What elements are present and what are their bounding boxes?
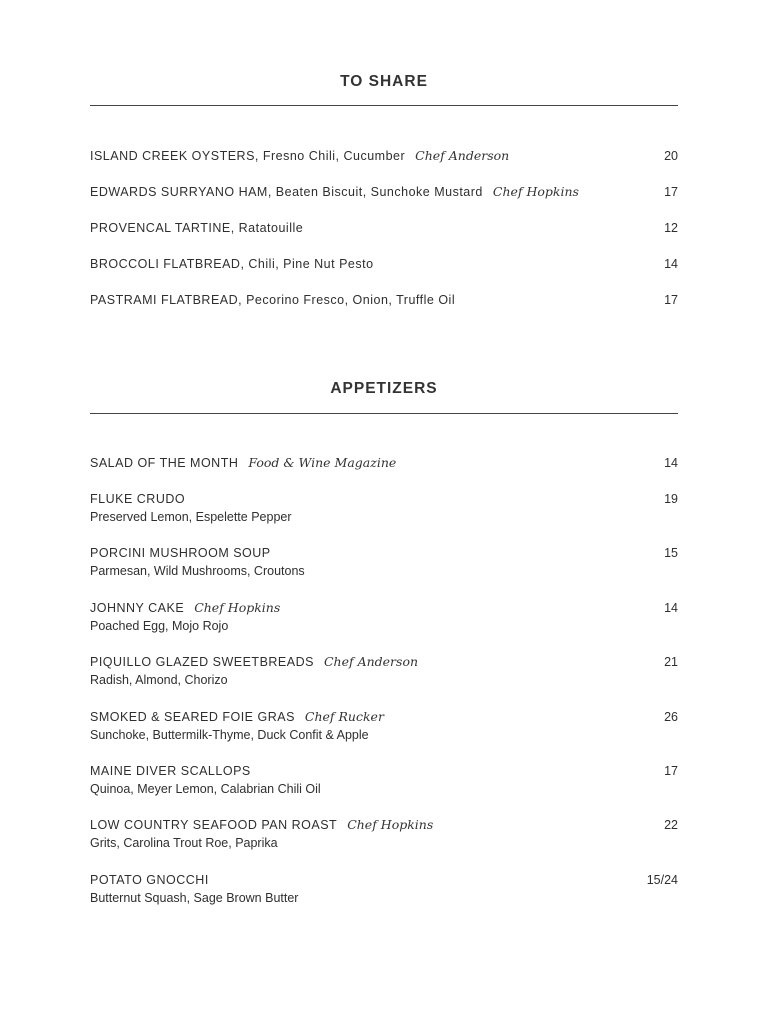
menu-item-description: Quinoa, Meyer Lemon, Calabrian Chili Oil <box>90 781 321 796</box>
menu-item-chef: Chef Hopkins <box>492 184 579 199</box>
menu-item-name: SALAD OF THE MONTH <box>90 456 239 470</box>
menu-item <box>90 255 678 291</box>
menu-item-name: FLUKE CRUDO <box>90 492 186 506</box>
menu-item-name: PIQUILLO GLAZED SWEETBREADS <box>90 655 314 670</box>
menu-item-chef: Food & Wine Magazine <box>248 455 397 470</box>
menu-item-chef: Chef Anderson <box>415 148 510 163</box>
menu-item-price: 14 <box>664 600 678 615</box>
menu-item <box>90 871 678 925</box>
menu-item-price: 17 <box>664 293 678 307</box>
to-share-list <box>90 147 678 327</box>
menu-item <box>90 816 678 870</box>
menu-item-price: 21 <box>664 655 678 670</box>
menu-item <box>90 708 678 762</box>
menu-item-name: JOHNNY CAKE <box>90 600 185 615</box>
menu-item-price: 17 <box>664 763 678 778</box>
menu-item-chef: Chef Anderson <box>323 654 419 670</box>
menu-item-price: 12 <box>664 221 678 235</box>
menu-item-price: 22 <box>664 818 678 833</box>
menu-item-chef: Chef Hopkins <box>347 817 434 833</box>
menu-item-text: PROVENCAL TARTINE, Ratatouille <box>90 221 304 235</box>
menu-item-name: PORCINI MUSHROOM SOUP <box>90 546 271 561</box>
section-title-appetizers: APPETIZERS <box>330 380 438 397</box>
menu-item <box>90 653 678 707</box>
appetizers-list <box>90 454 678 925</box>
menu-item-text: BROCCOLI FLATBREAD, Chili, Pine Nut Pesto <box>90 257 374 271</box>
menu-item-text: EDWARDS SURRYANO HAM, Beaten Biscuit, Sunchoke Mustard <box>90 185 483 199</box>
section-title-to-share: TO SHARE <box>340 73 428 90</box>
to-share-section <box>90 71 678 327</box>
menu-item-description: Sunchoke, Buttermilk-Thyme, Duck Confit & Apple <box>90 727 369 742</box>
section-divider <box>90 413 678 414</box>
menu-item-text: ISLAND CREEK OYSTERS, Fresno Chili, Cucumber <box>90 149 406 163</box>
section-divider <box>90 105 678 106</box>
menu-item-chef: Chef Rucker <box>304 708 384 724</box>
menu-item-text: PASTRAMI FLATBREAD, Pecorino Fresco, Onion, Truffle Oil <box>90 293 456 307</box>
menu-item <box>90 454 678 490</box>
menu-item-price: 14 <box>664 456 678 470</box>
menu-item-description: Radish, Almond, Chorizo <box>90 673 228 688</box>
menu-item-description: Butternut Squash, Sage Brown Butter <box>90 890 299 905</box>
menu-item <box>90 762 678 816</box>
menu-item-price: 17 <box>664 185 678 199</box>
menu-item <box>90 183 678 219</box>
menu-item-description: Poached Egg, Mojo Rojo <box>90 618 229 633</box>
appetizers-section <box>90 378 678 925</box>
menu-item-description: Parmesan, Wild Mushrooms, Croutons <box>90 564 305 579</box>
menu-item-price: 20 <box>664 149 678 163</box>
menu-item-description: Preserved Lemon, Espelette Pepper <box>90 510 292 524</box>
menu-item <box>90 219 678 255</box>
menu-item <box>90 147 678 183</box>
menu-item-name: MAINE DIVER SCALLOPS <box>90 763 251 778</box>
menu-item-name: POTATO GNOCCHI <box>90 872 209 887</box>
menu-item-chef: Chef Hopkins <box>194 599 281 615</box>
menu-item <box>90 599 678 653</box>
menu-item-price: 26 <box>664 709 678 724</box>
menu-item-name: SMOKED & SEARED FOIE GRAS <box>90 709 295 724</box>
menu-item-name: LOW COUNTRY SEAFOOD PAN ROAST <box>90 818 338 833</box>
menu-item <box>90 291 678 327</box>
menu-item-price: 15 <box>664 546 678 561</box>
menu-item <box>90 544 678 598</box>
menu-item-price: 14 <box>664 257 678 271</box>
menu-item <box>90 490 678 544</box>
menu-item-description: Grits, Carolina Trout Roe, Paprika <box>90 836 278 851</box>
menu-item-price: 15/24 <box>646 872 678 887</box>
menu-item-price: 19 <box>664 492 678 506</box>
